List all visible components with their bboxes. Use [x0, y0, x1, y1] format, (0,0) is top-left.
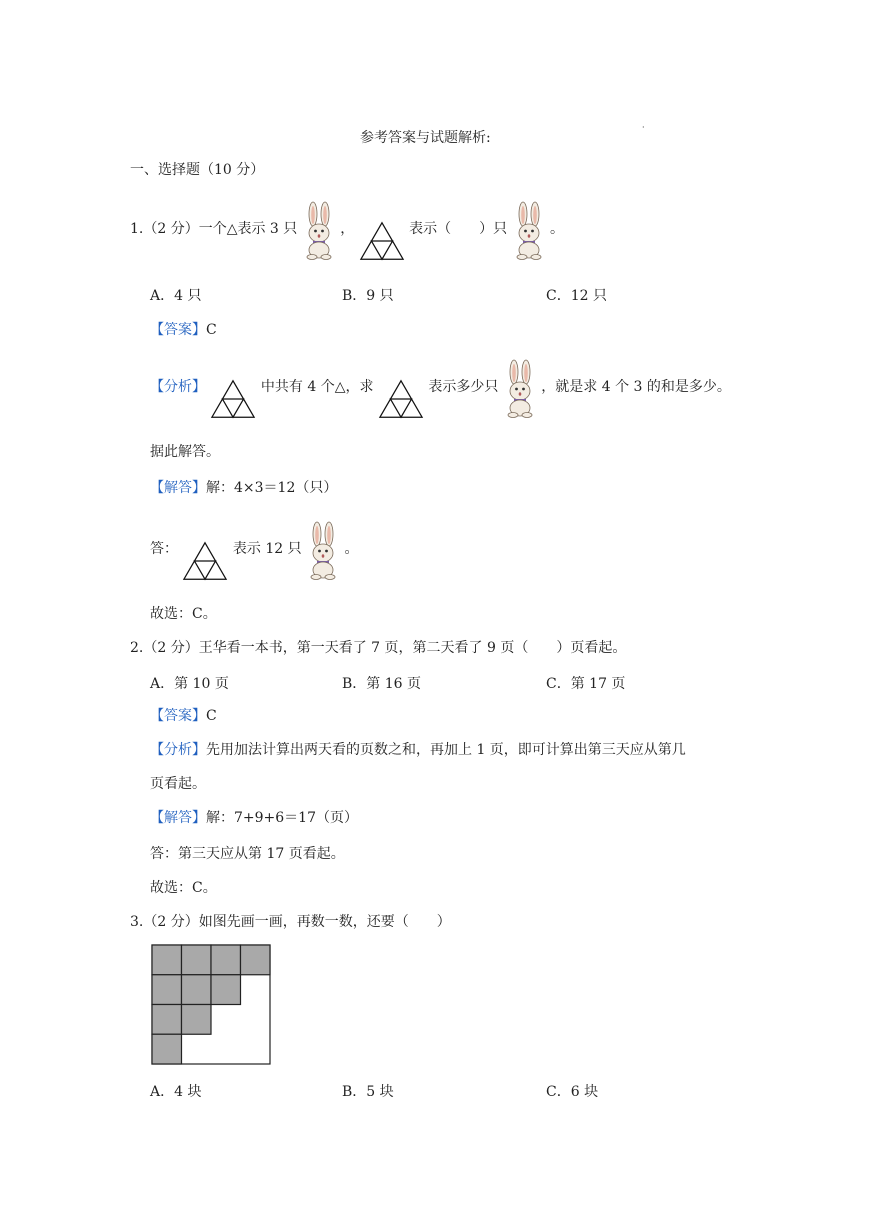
q2-option-c: C．第 17 页 — [546, 676, 626, 692]
rabbit-icon — [302, 200, 336, 262]
rabbit-icon — [512, 200, 546, 262]
q2-solution: 【解答】解：7+9+6＝17（页） — [150, 810, 358, 826]
q2-analysis: 【分析】先用加法计算出两天看的页数之和，再加上 1 页，即可计算出第三天应从第几 — [150, 742, 686, 758]
triangle-figure — [210, 378, 256, 420]
q2-reply: 答：第三天应从第 17 页看起。 — [150, 846, 345, 862]
q1-option-a: A．4 只 — [150, 288, 202, 304]
triangle-figure — [359, 220, 405, 262]
rabbit-icon — [306, 520, 340, 582]
q1-analysis-line2: 据此解答。 — [150, 444, 220, 460]
q2-option-b: B．第 16 页 — [342, 676, 422, 692]
q2-option-a: A．第 10 页 — [150, 676, 229, 692]
q2-analysis-line2: 页看起。 — [150, 776, 206, 792]
q1-option-c: C．12 只 — [546, 288, 607, 304]
q3-option-b: B．5 块 — [342, 1084, 394, 1100]
q2-stem: 2.（2 分）王华看一本书，第一天看了 7 页，第二天看了 9 页（ ）页看起。 — [130, 640, 627, 656]
page-title: 参考答案与试题解析: — [360, 130, 491, 146]
q1-analysis: 【分析】 中共有 4 个△，求 表示多少只 ，就是求 4 个 3 的和是多少。 — [150, 354, 731, 424]
q1-option-b: B．9 只 — [342, 288, 394, 304]
dot-mark: · — [642, 123, 645, 132]
q3-stem: 3.（2 分）如图先画一画，再数一数，还要（ ） — [130, 914, 451, 930]
q1-choose: 故选：C。 — [150, 606, 217, 622]
q2-choose: 故选：C。 — [150, 880, 217, 896]
rabbit-icon — [503, 358, 537, 420]
q1-reply: 答： 表示 12 只 。 — [150, 516, 359, 586]
q1-answer: 【答案】C — [150, 322, 217, 338]
q2-answer: 【答案】C — [150, 708, 217, 724]
q3-option-a: A．4 块 — [150, 1084, 202, 1100]
q3-option-c: C．6 块 — [546, 1084, 599, 1100]
triangle-figure — [378, 378, 424, 420]
section-heading: 一、选择题（10 分） — [130, 162, 265, 178]
triangle-figure — [182, 540, 228, 582]
q1-stem: 1.（2 分）一个△表示 3 只 ， 表示（ ）只 。 — [130, 196, 564, 266]
q1-solution: 【解答】解：4×3＝12（只） — [150, 480, 338, 496]
tile-grid-figure — [151, 944, 273, 1066]
